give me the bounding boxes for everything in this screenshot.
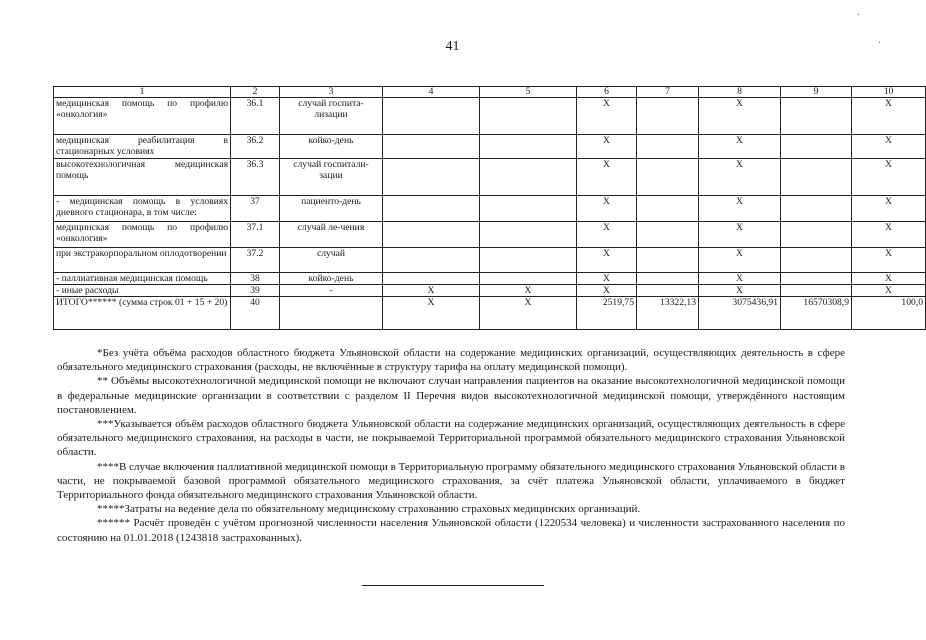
row-cell xyxy=(383,248,480,273)
row-code: 36.2 xyxy=(231,135,280,159)
row-cell xyxy=(383,98,480,135)
footnotes xyxy=(57,346,845,545)
row-name: высокотехнологичная медицинская помощь xyxy=(54,159,231,196)
footnote: *****Затраты на ведение дела по обязательному медицинскому страхованию страховых медицинских организаций. xyxy=(97,503,641,516)
row-cell xyxy=(480,248,577,273)
table-row xyxy=(54,273,926,285)
row-cell: 100,0 xyxy=(852,297,926,330)
row-cell: Х xyxy=(852,273,926,285)
row-cell: 2519,75 xyxy=(577,297,637,330)
row-unit xyxy=(280,297,383,330)
footnote: ****В случае включения паллиативной медицинской помощи в Территориальную программу обязательного медицинского страхования Ульяновской области в части, не покрываемой базовой программой обязательного медицинского страхования, за счёт платежа Ульяновской области, уплачиваемого в бюджет Территориального фонда обязательного медицинского страхования Ульяновской области. xyxy=(57,460,845,502)
row-code: 36.1 xyxy=(231,98,280,135)
scan-mark: · xyxy=(878,38,882,49)
row-cell: Х xyxy=(577,159,637,196)
separator-line xyxy=(362,585,544,586)
row-cell: Х xyxy=(699,98,781,135)
row-cell: Х xyxy=(852,248,926,273)
table-row xyxy=(54,222,926,248)
row-cell: Х xyxy=(480,285,577,297)
row-cell: Х xyxy=(699,135,781,159)
row-cell xyxy=(480,98,577,135)
table-row xyxy=(54,98,926,135)
row-cell: 16570308,9 xyxy=(781,297,852,330)
column-header: 10 xyxy=(852,87,926,98)
row-unit: случай xyxy=(280,248,383,273)
row-name: медицинская помощь по профилю «онкология» xyxy=(54,222,231,248)
row-cell: Х xyxy=(577,135,637,159)
row-cell: Х xyxy=(383,297,480,330)
footnote: ** Объёмы высокотехнологичной медицинской помощи не включают случаи направления пациентов на оказание высокотехнологичной медицинской помощи в федеральные медицинские организации в соответствии с разделом II Перечня видов высокотехнологичной медицинской помощи, утверждённого настоящим постановлением. xyxy=(57,375,845,416)
row-cell: Х xyxy=(577,196,637,222)
row-cell: Х xyxy=(577,273,637,285)
row-unit: случай госпита-лизации xyxy=(280,98,383,135)
row-name: медицинская помощь по профилю «онкология» xyxy=(54,98,231,135)
row-cell xyxy=(781,98,852,135)
row-cell: Х xyxy=(852,98,926,135)
row-cell: Х xyxy=(852,135,926,159)
column-header: 4 xyxy=(383,87,480,98)
row-cell xyxy=(781,196,852,222)
row-cell xyxy=(383,196,480,222)
row-cell xyxy=(637,196,699,222)
row-unit: койко-день xyxy=(280,273,383,285)
row-cell xyxy=(383,222,480,248)
row-name: - паллиативная медицинская помощь xyxy=(54,273,231,285)
column-header: 7 xyxy=(637,87,699,98)
row-cell xyxy=(637,273,699,285)
row-cell: 13322,13 xyxy=(637,297,699,330)
row-unit: случай госпитали-зации xyxy=(280,159,383,196)
table-row xyxy=(54,285,926,297)
row-code: 36.3 xyxy=(231,159,280,196)
row-cell xyxy=(781,222,852,248)
row-cell: Х xyxy=(577,222,637,248)
row-cell: Х xyxy=(852,159,926,196)
row-cell: Х xyxy=(577,98,637,135)
scan-mark: · xyxy=(857,10,861,21)
row-cell xyxy=(781,285,852,297)
row-cell xyxy=(781,159,852,196)
row-cell xyxy=(383,159,480,196)
row-cell: Х xyxy=(699,248,781,273)
row-cell: Х xyxy=(577,248,637,273)
row-code: 38 xyxy=(231,273,280,285)
footnote: *Без учёта объёма расходов областного бюджета Ульяновской области на содержание медицинских организаций, осуществляющих деятельность в сфере обязательного медицинского страхования (расходы, не включённые в структуру тарифа на оплату медицинской помощи). xyxy=(57,347,845,374)
row-name: при экстракорпоральном оплодотворении xyxy=(54,248,231,273)
table-row-total xyxy=(54,297,926,330)
row-cell xyxy=(383,135,480,159)
row-code: 37.1 xyxy=(231,222,280,248)
row-cell xyxy=(480,159,577,196)
row-cell xyxy=(781,135,852,159)
row-unit: - xyxy=(280,285,383,297)
column-header: 3 xyxy=(280,87,383,98)
row-cell: Х xyxy=(699,273,781,285)
row-code: 37.2 xyxy=(231,248,280,273)
row-cell xyxy=(637,159,699,196)
row-cell xyxy=(637,135,699,159)
row-cell xyxy=(637,285,699,297)
row-cell xyxy=(637,98,699,135)
column-header: 5 xyxy=(480,87,577,98)
row-cell xyxy=(781,273,852,285)
row-unit: пациенто-день xyxy=(280,196,383,222)
row-cell: Х xyxy=(383,285,480,297)
row-cell: Х xyxy=(852,285,926,297)
row-cell: Х xyxy=(480,297,577,330)
row-cell xyxy=(383,273,480,285)
row-cell xyxy=(781,248,852,273)
row-cell xyxy=(480,196,577,222)
footnote: ***Указывается объём расходов областного бюджета Ульяновской области на содержание медицинских организаций, осуществляющих деятельность в сфере обязательного медицинского страхования, на расходы в части, не покрываемой Территориальной программой обязательного медицинского страхования Ульяновской области. xyxy=(57,418,845,459)
row-name: ИТОГО****** (сумма строк 01 + 15 + 20) xyxy=(54,297,231,330)
row-cell xyxy=(480,273,577,285)
row-cell xyxy=(637,248,699,273)
row-code: 40 xyxy=(231,297,280,330)
table-row xyxy=(54,196,926,222)
row-cell: Х xyxy=(852,196,926,222)
page-number: 41 xyxy=(445,39,460,54)
column-header: 2 xyxy=(231,87,280,98)
row-name: - медицинская помощь в условиях дневного стационара, в том числе: xyxy=(54,196,231,222)
column-header: 1 xyxy=(54,87,231,98)
table-header-row xyxy=(54,87,926,98)
row-cell: Х xyxy=(852,222,926,248)
table-row xyxy=(54,135,926,159)
row-cell: Х xyxy=(577,285,637,297)
row-name: медицинская реабилитация в стационарных условиях xyxy=(54,135,231,159)
footnote: ****** Расчёт проведён с учётом прогнозной численности населения Ульяновской области (1220534 человека) и численности застрахованного населения по состоянию на 01.01.2018 (1243818 застрахованных). xyxy=(57,517,845,544)
column-header: 6 xyxy=(577,87,637,98)
row-cell: Х xyxy=(699,159,781,196)
row-cell: Х xyxy=(699,222,781,248)
row-cell xyxy=(480,222,577,248)
table-row xyxy=(54,159,926,196)
row-code: 39 xyxy=(231,285,280,297)
row-name: - иные расходы xyxy=(54,285,231,297)
column-header: 9 xyxy=(781,87,852,98)
row-unit: случай ле-чения xyxy=(280,222,383,248)
row-code: 37 xyxy=(231,196,280,222)
table-row xyxy=(54,248,926,273)
row-cell: 3075436,91 xyxy=(699,297,781,330)
row-cell xyxy=(480,135,577,159)
column-header: 8 xyxy=(699,87,781,98)
row-unit: койко-день xyxy=(280,135,383,159)
row-cell: Х xyxy=(699,196,781,222)
expenses-table xyxy=(53,86,926,330)
row-cell xyxy=(637,222,699,248)
row-cell: Х xyxy=(699,285,781,297)
